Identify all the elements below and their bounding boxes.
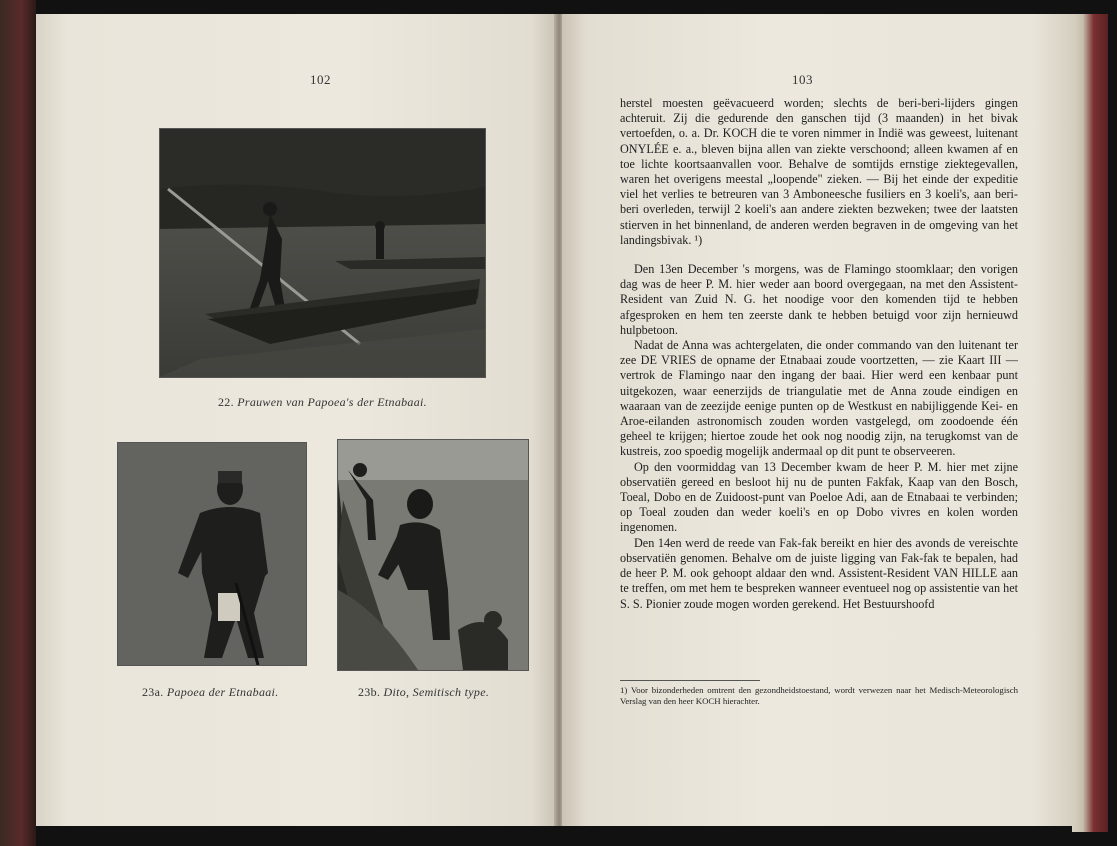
caption-fig22-number: 22. bbox=[218, 395, 234, 409]
caption-fig22-text: Prauwen van Papoea's der Etnabaai. bbox=[237, 395, 427, 409]
paragraph-3: Nadat de Anna was achtergelaten, die onder commando van den luitenant ter zee DE VRIES de opname der Etnabaai zoude voortzetten, — zie Kaart III — vertrok de Flamingo naar den ingang der baai. Hier werd een kenbaar punt uitgekozen, waar eenerzijds de triangulatie met de Anna zoude eindigen en waaraan van de zeezijde eenige punten op de Westkust en nabijliggende Kei- en Aroe-eilanden astronomisch zouden worden vastgelegd, om zoodoende één geheel te krijgen; hiertoe zoude het ook nog noodig zijn, na terugkomst van de kustreis, zoo spoedig mogelijk andermaal op dit punt te observeeren. bbox=[620, 338, 1018, 459]
paragraph-1: herstel moesten geëvacueerd worden; slechts de beri-beri-lijders gingen achteruit. Zij die gedurende den ganschen tijd (3 maanden) in het bivak vertoefden, o. a. Dr. KOCH die te voren nimmer in Indië was geweest, luitenant ONYLÉE e. a., bleven bijna allen van ziekte verschoond; alleen kwamen af en toe lichte koortsaanvallen voor. Behalve de somtijds ernstige ziektegevallen, waren het overigens meestal „loopende" zieken. — Bij het einde der expeditie viel het verlies te betreuren van 3 Amboneesche fusiliers en 3 koeli's, aan beri-beri overleden, terwijl 2 koeli's aan andere ziekten bezweken; twee der laatsten stierven in het binnenland, de anderen werden begraven in de omgeving van het landingsbivak. ¹) bbox=[620, 96, 1018, 247]
book-cover-left bbox=[0, 0, 36, 846]
caption-fig23b bbox=[358, 685, 489, 700]
left-page-number: 102 bbox=[310, 72, 331, 87]
book-cover-right bbox=[1072, 14, 1108, 832]
caption-fig23a-text: Papoea der Etnabaai. bbox=[166, 685, 279, 699]
right-page-number: 103 bbox=[792, 72, 813, 87]
caption-fig23b-text: Dito, Semitisch type. bbox=[383, 685, 490, 699]
caption-fig23a bbox=[142, 685, 279, 700]
caption-fig23b-number: 23b. bbox=[358, 685, 381, 699]
caption-fig22 bbox=[218, 395, 427, 410]
caption-fig23a-number: 23a. bbox=[142, 685, 164, 699]
body-text bbox=[620, 96, 1018, 612]
paragraph-2: Den 13en December 's morgens, was de Flamingo stoomklaar; den vorigen dag was de heer P. M. hier weder aan boord overgegaan, na met den Assistent-Resident van Zuid N. G. het noodige voor den komenden tijd te hebben afgesproken en hem ten zeerste dank te hebben betuigd voor zijn hernieuwd hulpbetoon. bbox=[620, 262, 1018, 337]
photo-canoes bbox=[159, 128, 486, 378]
footnote: 1) Voor bizonderheden omtrent den gezondheidstoestand, wordt verwezen naar het Medisch-Meteorologisch Verslag van den heer KOCH hierachter. bbox=[620, 685, 1018, 706]
paragraph-5: Den 14en werd de reede van Fak-fak bereikt en hier des avonds de vereischte observatiën genomen. Behalve om de juiste ligging van Fak-fak te bepalen, had de heer P. M. ook gehoopt aldaar den wnd. Assistent-Resident VAN HILLE aan te treffen, om met hem te bespreken wanneer eventueel nog op assistentie van het S. S. Pionier zoude mogen worden gerekend. Het Bestuurshoofd bbox=[620, 535, 1018, 611]
paragraph-4: Op den voormiddag van 13 December kwam de heer P. M. hier met zijne observatiën gereed en besloot hij nu de punten Fakfak, Kaap van den Bosch, Toeal, Dobo en de Zuidoost-punt van Poeloe Adi, aan de Etnabaai te verbinden; op Toeal zouden dan weder koeli's en op Dobo vivres en kolen worden ingenomen. bbox=[620, 459, 1018, 535]
footnote-rule bbox=[620, 680, 760, 681]
photo-man-on-boat bbox=[337, 439, 529, 671]
photo-papuan-man bbox=[117, 442, 307, 666]
